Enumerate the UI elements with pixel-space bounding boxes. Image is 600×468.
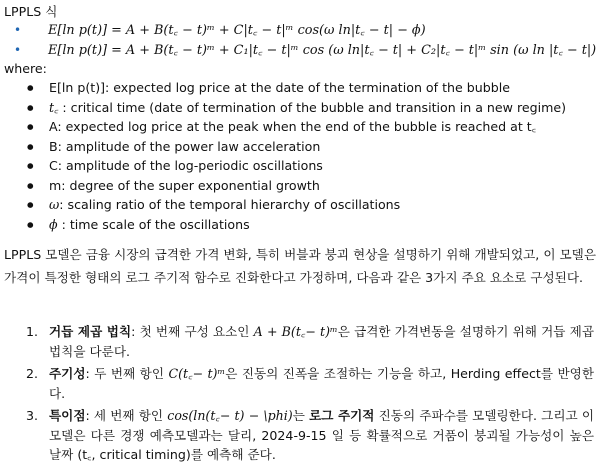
definition-item bbox=[0, 156, 566, 176]
component-item bbox=[0, 364, 600, 403]
equation-2 bbox=[14, 40, 596, 58]
section-title: LPPLS 식 bbox=[4, 4, 58, 19]
item-heading: 특이점 bbox=[49, 408, 86, 423]
equation-1 bbox=[14, 20, 426, 38]
item-math: A + B(t꜀− t)ᵐ bbox=[253, 324, 338, 339]
item-text: : 첫 번째 구성 요소인 bbox=[131, 324, 254, 339]
bullet-icon: • bbox=[14, 43, 22, 57]
description-paragraph: LPPLS 모델은 금융 시장의 급격한 가격 변화, 특히 버블과 붕괴 현상을 설명하기 위해 개발되었고, 이 모델은 가격이 특정한 형태의 로그 주기적 함수로 진화한다고 가정하며, 다음과 같은 3가지 주요 요소로 구성된다. bbox=[4, 247, 596, 285]
bullet-icon: • bbox=[14, 23, 22, 37]
definition-symbol: ϕ bbox=[49, 216, 58, 232]
definition-text: C: amplitude of the log-periodic oscillations bbox=[49, 158, 323, 173]
component-item bbox=[0, 406, 600, 465]
item-text: 은 급격한 가격변동을 설명하기 위해 거듭 제곱 법칙을 다룬다. bbox=[49, 324, 594, 359]
definition-symbol: t꜀ bbox=[49, 99, 59, 115]
definition-item bbox=[0, 98, 566, 118]
definition-symbol: ω bbox=[49, 197, 60, 212]
definition-text: B: amplitude of the power law acceleration bbox=[49, 138, 321, 154]
item-number: 1. bbox=[26, 324, 39, 339]
definition-text: A: expected log price at the peak when the end of the bubble is reached at t꜀ bbox=[49, 119, 537, 134]
item-text: : 두 번째 항인 bbox=[85, 366, 169, 381]
where-label: where: bbox=[4, 61, 47, 76]
item-text: 은 진동의 진폭을 조절하는 기능을 하고, Herding effect를 반영한다. bbox=[49, 366, 594, 401]
item-text: 는 bbox=[292, 408, 310, 423]
definition-text: E[ln p(t)]: expected log price at the date of the termination of the bubble bbox=[49, 80, 510, 95]
definition-item bbox=[0, 176, 566, 196]
component-item bbox=[0, 322, 600, 361]
item-number: 2. bbox=[26, 366, 39, 381]
equation-2-text: E[ln p(t)] = A + B(t꜀ − t)ᵐ + C₁|t꜀ − t|ᵐ cos (ω ln|t꜀ − t| + C₂|t꜀ − t|ᵐ sin (ω ln |t꜀ − t|) bbox=[48, 43, 597, 58]
equation-1-text: E[ln p(t)] = A + B(t꜀ − t)ᵐ + C|t꜀ − t|ᵐ cos(ω ln|t꜀ − t| − ϕ) bbox=[48, 23, 426, 38]
item-number: 3. bbox=[26, 408, 39, 423]
definition-item bbox=[0, 215, 566, 235]
item-heading: 주기성 bbox=[49, 366, 86, 381]
component-list bbox=[0, 322, 600, 468]
item-text: 진동의 주파수를 모델링한다. 그리고 이 모델은 다른 경쟁 예측모델과는 달리, 2024-9-15 일 등 확률적으로 거품이 붕괴될 가능성이 높은 날짜 (t꜀, critical timing)를 예측해 준다. bbox=[49, 408, 594, 462]
item-math: C(t꜀− t)ᵐ bbox=[168, 366, 226, 381]
definition-text: : scaling ratio of the temporal hierarchy of oscillations bbox=[59, 197, 401, 212]
definition-item bbox=[0, 137, 566, 157]
definition-list bbox=[0, 78, 566, 234]
definition-item bbox=[0, 195, 566, 215]
item-heading: 거듭 제곱 법칙 bbox=[49, 324, 132, 339]
definition-text: m: degree of the super exponential growth bbox=[49, 177, 320, 193]
definition-text: : critical time (date of termination of the bubble and transition in a new regime) bbox=[58, 99, 567, 115]
definition-item bbox=[0, 78, 566, 98]
item-math: cos(ln(t꜀− t) − \phi) bbox=[167, 408, 293, 423]
item-text: : 세 번째 항인 bbox=[85, 408, 168, 423]
definition-item bbox=[0, 117, 566, 137]
item-bold-text: 로그 주기적 bbox=[309, 408, 375, 423]
definition-text: : time scale of the oscillations bbox=[57, 216, 250, 232]
